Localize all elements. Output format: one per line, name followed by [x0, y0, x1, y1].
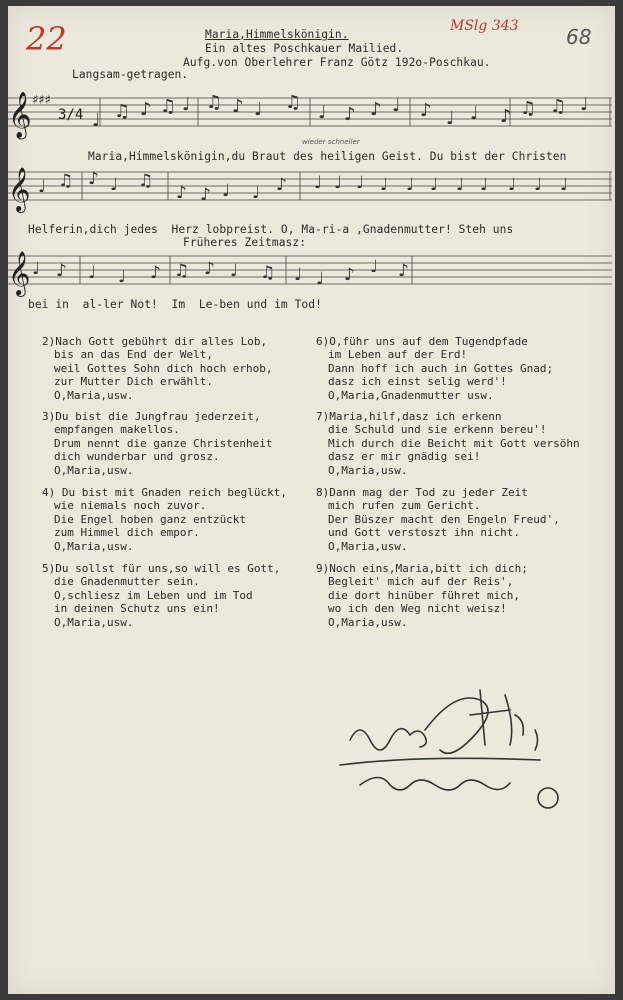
- verse-2: [42, 335, 273, 402]
- verse-line: Du bist mit Gnaden reich beglückt,: [55, 486, 288, 499]
- svg-text:♯♯♯: ♯♯♯: [32, 93, 51, 108]
- svg-text:♪: ♪: [276, 175, 287, 195]
- verse-line: O,Maria,usw.: [54, 388, 134, 402]
- music-staff-2: [0, 160, 623, 216]
- verse-line: wo ich den Weg nicht weisz!: [328, 602, 507, 616]
- svg-text:♩: ♩: [294, 265, 303, 285]
- verse-line: die Schuld und sie erkenn bereu'!: [328, 423, 547, 437]
- verse-line: Maria,hilf,dasz ich erkenn: [329, 410, 502, 423]
- svg-text:♩: ♩: [92, 110, 101, 131]
- svg-text:♩: ♩: [470, 103, 479, 124]
- svg-text:♪: ♪: [176, 183, 187, 203]
- verse-line: Mich durch die Beicht mit Gott versöhn: [328, 436, 580, 450]
- verse-line: O,Maria,usw.: [54, 615, 134, 629]
- svg-text:♪: ♪: [344, 265, 355, 285]
- svg-text:♪: ♪: [204, 259, 215, 279]
- music-staff-1: [0, 84, 623, 144]
- svg-text:♪: ♪: [420, 100, 432, 121]
- svg-text:♩: ♩: [508, 175, 517, 195]
- verse-8: [316, 486, 560, 553]
- verse-number: 5): [42, 562, 56, 575]
- verse-line: Die Engel hoben ganz entzückt: [54, 512, 247, 526]
- svg-text:♩: ♩: [446, 108, 455, 129]
- svg-text:♫: ♫: [114, 101, 131, 122]
- verse-line: mich rufen zum Gericht.: [328, 499, 481, 513]
- verse-number: 4): [42, 486, 56, 499]
- signature: [330, 670, 590, 820]
- svg-text:♩: ♩: [456, 175, 465, 195]
- svg-text:♩: ♩: [560, 175, 569, 195]
- svg-text:♩: ♩: [182, 94, 191, 115]
- svg-text:♩: ♩: [430, 175, 439, 195]
- verse-4: [42, 486, 287, 553]
- lyrics-line-1: Maria,Himmelskönigin,du Braut des heiligen Geist. Du bist der Christen: [88, 150, 567, 163]
- verse-line: O,Maria,usw.: [54, 463, 134, 477]
- verse-line: in deinen Schutz uns ein!: [54, 602, 220, 616]
- svg-text:♪: ♪: [150, 263, 161, 283]
- verse-line: Dann mag der Tod zu jeder Zeit: [329, 486, 528, 499]
- svg-text:♫: ♫: [520, 98, 537, 119]
- verse-line: Nach Gott gebührt dir alles Lob,: [55, 335, 268, 348]
- verse-number: 2): [42, 335, 56, 348]
- song-subtitle: Ein altes Poschkauer Mailied.: [205, 42, 404, 55]
- verse-3: [42, 410, 273, 477]
- treble-clef-icon: 𝄞: [8, 167, 31, 211]
- svg-text:♫: ♫: [285, 92, 302, 113]
- svg-text:♩: ♩: [318, 102, 327, 123]
- verse-number: 3): [42, 410, 56, 423]
- svg-text:♩: ♩: [392, 95, 401, 116]
- verse-line: Begleit' mich auf der Reis',: [328, 575, 514, 589]
- svg-text:♩: ♩: [370, 257, 379, 277]
- svg-text:♩: ♩: [254, 99, 263, 120]
- verse-line: bis an das End der Welt,: [54, 348, 213, 362]
- verse-line: im Leben auf der Erd!: [328, 348, 468, 362]
- verse-line: Dann hoff ich auch in Gottes Gnad;: [328, 361, 554, 375]
- verse-line: Du sollst für uns,so will es Gott,: [55, 562, 281, 575]
- treble-clef-icon: 𝄞: [8, 251, 31, 295]
- verse-line: O,Maria,usw.: [54, 539, 134, 553]
- svg-text:♩: ♩: [314, 173, 323, 193]
- svg-text:♫: ♫: [160, 96, 177, 117]
- svg-text:♪: ♪: [370, 99, 382, 120]
- collector-line: Aufg.von Oberlehrer Franz Götz 192o-Poschkau.: [183, 56, 491, 69]
- verse-line: und Gott verstoszt ihn nicht.: [328, 526, 521, 540]
- svg-text:♫: ♫: [260, 263, 276, 283]
- svg-text:♫: ♫: [174, 261, 190, 281]
- svg-text:♫: ♫: [550, 96, 567, 117]
- interlinear-note: wieder schneller: [302, 138, 360, 146]
- svg-text:♩: ♩: [406, 175, 415, 195]
- verse-line: O,Maria,usw.: [328, 615, 408, 629]
- verse-number: 7): [316, 410, 330, 423]
- svg-text:♪: ♪: [56, 261, 67, 281]
- svg-text:♩: ♩: [316, 269, 325, 289]
- verse-line: die dort hinüber führet mich,: [328, 588, 521, 602]
- verse-line: O,Maria,usw.: [328, 539, 408, 553]
- verse-line: O,Maria,usw.: [328, 463, 408, 477]
- verse-number: 9): [316, 562, 330, 575]
- svg-text:♪: ♪: [232, 96, 244, 117]
- page-number-right: 68: [566, 25, 592, 49]
- svg-text:♩: ♩: [118, 267, 127, 287]
- svg-text:♫: ♫: [138, 171, 154, 191]
- verse-line: Der Büszer macht den Engeln Freud',: [328, 512, 560, 526]
- verse-line: O,führ uns auf dem Tugendpfade: [329, 335, 528, 348]
- music-staff-3: [0, 244, 623, 300]
- verse-line: dich wunderbar und grosz.: [54, 450, 220, 464]
- verse-line: wie niemals noch zuvor.: [54, 499, 207, 513]
- verse-line: Drum nennt die ganze Christenheit: [54, 436, 273, 450]
- verse-line: die Gnadenmutter sein.: [54, 575, 200, 589]
- archive-mark: MSlg 343: [450, 18, 519, 34]
- time-signature: 3/4: [58, 107, 84, 123]
- svg-text:♩: ♩: [252, 183, 261, 203]
- svg-text:♩: ♩: [110, 175, 119, 195]
- verse-line: empfangen makellos.: [54, 423, 180, 437]
- treble-clef-icon: 𝄞: [8, 92, 32, 138]
- svg-text:♩: ♩: [480, 175, 489, 195]
- svg-text:♪: ♪: [88, 169, 99, 189]
- svg-text:♪: ♪: [500, 106, 512, 127]
- verse-9: [316, 562, 528, 629]
- tempo-marking: Langsam-getragen.: [72, 68, 189, 81]
- svg-text:♩: ♩: [38, 177, 47, 197]
- verse-line: weil Gottes Sohn dich hoch erhob,: [54, 361, 273, 375]
- svg-text:♪: ♪: [344, 104, 356, 125]
- verse-line: Noch eins,Maria,bitt ich dich;: [329, 562, 528, 575]
- svg-text:♩: ♩: [222, 181, 231, 201]
- song-title: Maria,Himmelskönigin.: [205, 28, 349, 41]
- svg-text:♪: ♪: [200, 185, 211, 205]
- verse-line: dasz er mir gnädig sei!: [328, 450, 481, 464]
- verse-number: 8): [316, 486, 330, 499]
- svg-text:♩: ♩: [356, 173, 365, 193]
- verse-number: 6): [316, 335, 330, 348]
- verse-7: [316, 410, 580, 477]
- svg-text:♩: ♩: [230, 261, 239, 281]
- svg-text:♫: ♫: [58, 171, 74, 191]
- verse-line: O,Maria,Gnadenmutter usw.: [328, 388, 494, 402]
- tempo-change: Früheres Zeitmasz:: [183, 236, 307, 249]
- verse-line: zur Mutter Dich erwählt.: [54, 375, 213, 389]
- lyrics-line-3: bei in al-ler Not! Im Le-ben und im Tod!: [28, 298, 322, 311]
- svg-text:♩: ♩: [380, 175, 389, 195]
- verse-5: [42, 562, 280, 629]
- svg-text:♪: ♪: [398, 261, 409, 281]
- svg-text:♫: ♫: [206, 92, 223, 113]
- verse-6: [316, 335, 553, 402]
- svg-text:♩: ♩: [32, 259, 41, 279]
- svg-text:♩: ♩: [334, 173, 343, 193]
- svg-text:♩: ♩: [534, 175, 543, 195]
- verse-line: dasz ich einst selig werd'!: [328, 375, 507, 389]
- verse-line: zum Himmel dich empor.: [54, 526, 200, 540]
- svg-text:♩: ♩: [88, 263, 97, 283]
- verse-line: Du bist die Jungfrau jederzeit,: [55, 410, 261, 423]
- lyrics-line-2: Helferin,dich jedes Herz lobpreist. O, Ma-ri-a ,Gnadenmutter! Steh uns: [28, 223, 514, 236]
- svg-text:♪: ♪: [140, 99, 152, 120]
- page-number-left: 22: [26, 20, 67, 58]
- verse-line: O,schliesz im Leben und im Tod: [54, 588, 253, 602]
- svg-text:♩: ♩: [580, 94, 589, 115]
